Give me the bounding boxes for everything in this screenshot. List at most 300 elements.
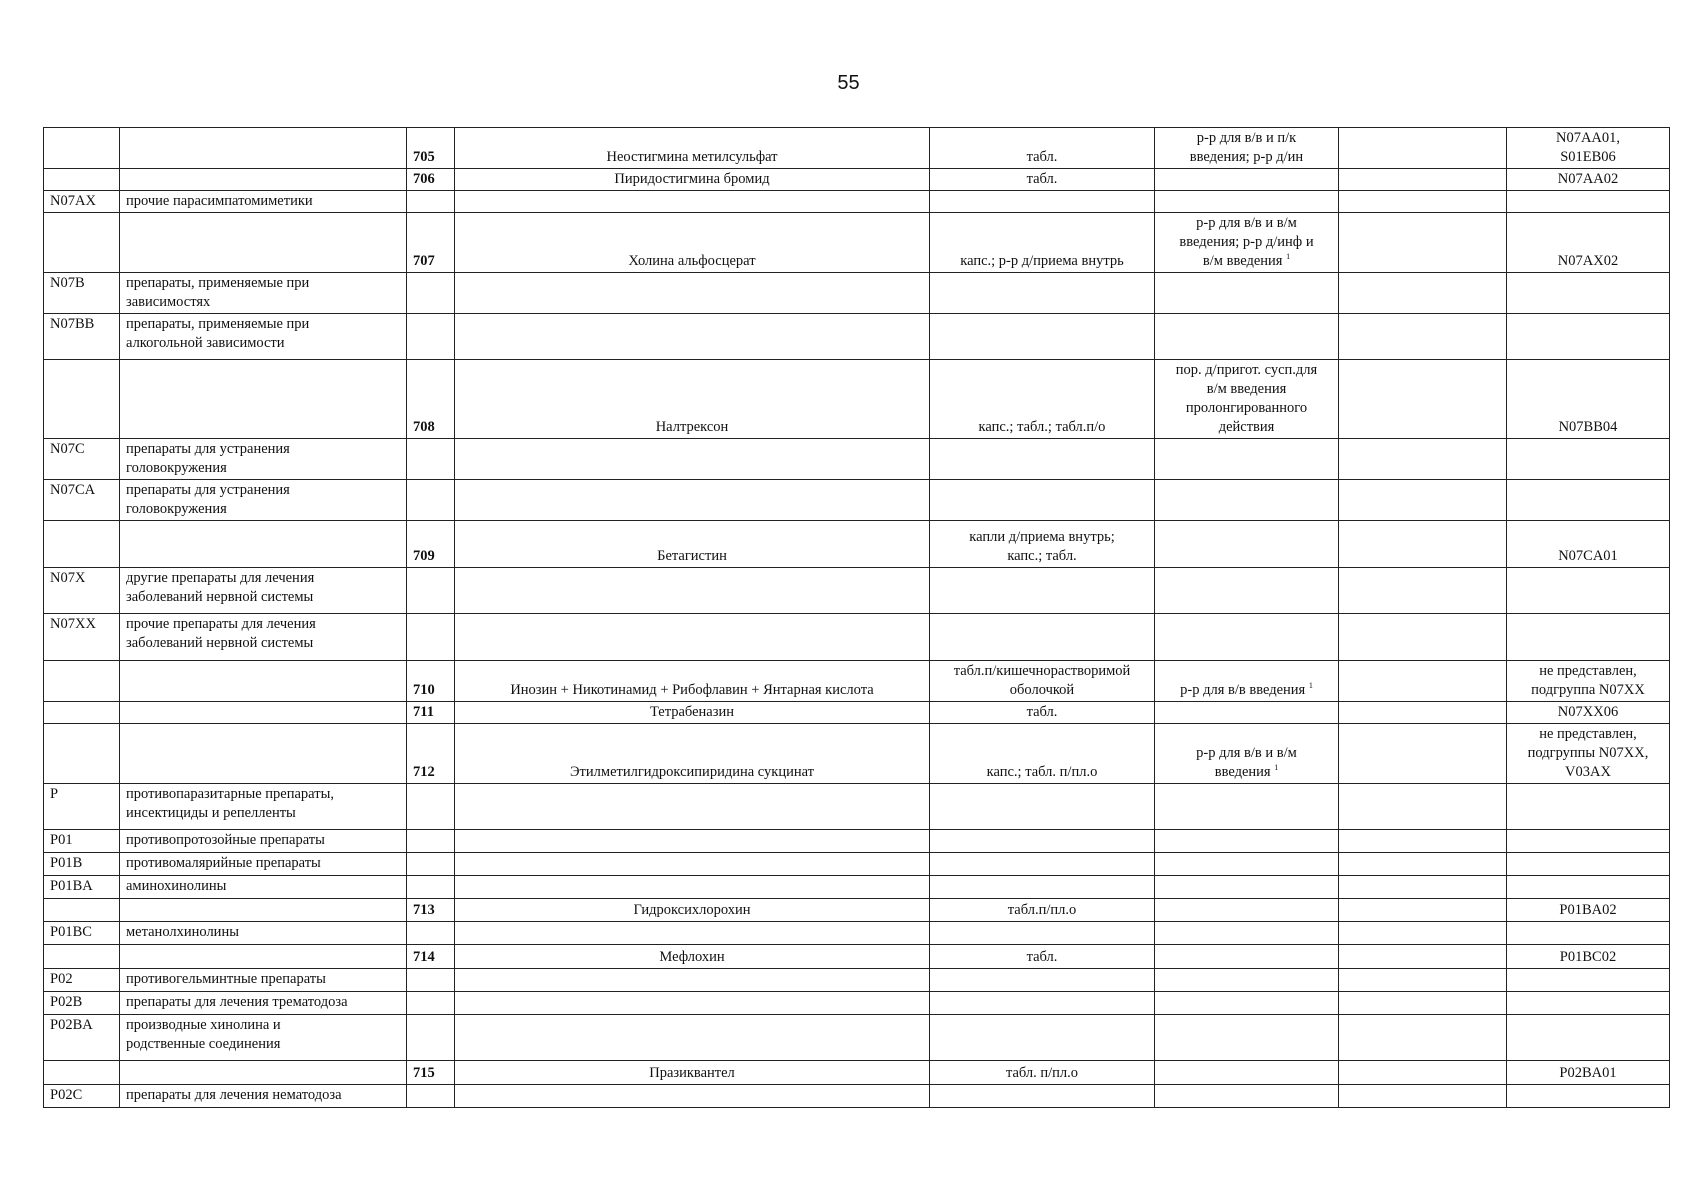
atc-code-cell	[44, 360, 120, 439]
blank-cell	[1339, 360, 1507, 439]
cell-line: головокружения	[126, 460, 227, 476]
dosage-form-cell	[930, 314, 1155, 360]
atc-code-cell: P01BA	[44, 876, 120, 899]
atc-code-cell: P01B	[44, 853, 120, 876]
atc-code-cell: N07X	[44, 568, 120, 614]
cell-line: N07CA01	[1558, 548, 1618, 564]
group-name-cell	[120, 128, 407, 169]
page-number: 55	[837, 72, 860, 94]
group-name-cell	[120, 169, 407, 191]
group-name-cell	[120, 191, 407, 213]
alt-form-cell	[1155, 702, 1339, 724]
cell-line: препараты для лечения нематодоза	[126, 1087, 342, 1103]
group-name-cell	[120, 830, 407, 853]
group-name-cell	[120, 1061, 407, 1085]
atc-code-cell: N07CA	[44, 480, 120, 521]
table-row	[44, 521, 1670, 568]
alt-form-cell	[1155, 784, 1339, 830]
item-number-cell: 711	[407, 702, 455, 724]
dosage-form-cell	[930, 213, 1155, 273]
cell-line: другие препараты для лечения	[126, 570, 315, 586]
cell-line: табл. п/пл.о	[1005, 1065, 1079, 1081]
table-row	[44, 876, 1670, 899]
atc-ref-code-cell	[1507, 992, 1670, 1015]
cell-line: заболеваний нервной системы	[126, 589, 314, 605]
blank-cell	[1339, 969, 1507, 992]
table-row	[44, 213, 1670, 273]
atc-code-cell: P02C	[44, 1085, 120, 1108]
cell-line: противомалярийные препараты	[126, 855, 321, 871]
cell-line: табл.	[1026, 949, 1058, 965]
item-number-cell	[407, 614, 455, 661]
atc-ref-code-cell	[1507, 853, 1670, 876]
blank-cell	[1339, 128, 1507, 169]
table-row	[44, 314, 1670, 360]
group-name-cell	[120, 521, 407, 568]
cell-line: противопротозойные препараты	[126, 832, 325, 848]
drug-name-cell	[455, 969, 930, 992]
atc-ref-code-cell	[1507, 945, 1670, 969]
atc-ref-code-cell	[1507, 969, 1670, 992]
cell-line: р-р для в/в и в/м	[1196, 745, 1297, 761]
blank-cell	[1339, 702, 1507, 724]
atc-code-cell: N07C	[44, 439, 120, 480]
dosage-form-cell	[930, 945, 1155, 969]
dosage-form-cell	[930, 702, 1155, 724]
drug-name-cell	[455, 1015, 930, 1061]
cell-line: инсектициды и репелленты	[126, 805, 296, 821]
cell-line: не представлен,	[1539, 663, 1637, 679]
cell-line: головокружения	[126, 501, 227, 517]
cell-line: метанолхинолины	[126, 924, 239, 940]
group-name-cell	[120, 439, 407, 480]
item-number-cell: 710	[407, 661, 455, 702]
table-row	[44, 992, 1670, 1015]
blank-cell	[1339, 568, 1507, 614]
item-number-cell: 713	[407, 899, 455, 922]
alt-form-cell	[1155, 480, 1339, 521]
cell-line: введения; р-р д/инф и	[1179, 234, 1314, 250]
blank-cell	[1339, 661, 1507, 702]
cell-line: табл.п/кишечнорастворимой	[953, 663, 1131, 679]
cell-line: оболочкой	[1009, 682, 1075, 698]
drug-name-cell	[455, 922, 930, 945]
blank-cell	[1339, 853, 1507, 876]
atc-code-cell	[44, 169, 120, 191]
item-number-cell: 706	[407, 169, 455, 191]
drug-name-cell	[455, 784, 930, 830]
cell-line: P01BC02	[1559, 949, 1617, 965]
atc-ref-code-cell	[1507, 922, 1670, 945]
cell-line: подгруппа N07XX	[1531, 682, 1645, 698]
atc-ref-code-cell	[1507, 1015, 1670, 1061]
dosage-form-cell	[930, 1061, 1155, 1085]
item-number-cell: 705	[407, 128, 455, 169]
atc-code-cell: P	[44, 784, 120, 830]
atc-ref-code-cell	[1507, 830, 1670, 853]
cell-line: V03AX	[1565, 764, 1611, 780]
table-row	[44, 1085, 1670, 1108]
dosage-form-cell	[930, 568, 1155, 614]
dosage-form-cell	[930, 169, 1155, 191]
cell-line: табл.п/пл.о	[1007, 902, 1077, 918]
atc-ref-code-cell	[1507, 1061, 1670, 1085]
drug-name-cell	[455, 853, 930, 876]
atc-code-cell: N07AX	[44, 191, 120, 213]
item-number-cell	[407, 830, 455, 853]
table-row	[44, 1015, 1670, 1061]
table-row	[44, 439, 1670, 480]
cell-line: N07XX06	[1557, 704, 1619, 720]
cell-line: капс.; табл.; табл.п/о	[978, 419, 1106, 435]
item-number-cell	[407, 273, 455, 314]
atc-code-cell	[44, 724, 120, 784]
table-row	[44, 128, 1670, 169]
drug-name-cell	[455, 568, 930, 614]
item-number-cell: 708	[407, 360, 455, 439]
drug-name-cell	[455, 273, 930, 314]
group-name-cell	[120, 661, 407, 702]
alt-form-cell	[1155, 922, 1339, 945]
blank-cell	[1339, 945, 1507, 969]
group-name-cell	[120, 360, 407, 439]
alt-form-cell	[1155, 876, 1339, 899]
alt-form-cell	[1155, 314, 1339, 360]
atc-ref-code-cell	[1507, 784, 1670, 830]
drug-name-cell: Гидроксихлорохин	[455, 899, 930, 922]
table-row	[44, 830, 1670, 853]
group-name-cell	[120, 213, 407, 273]
dosage-form-cell	[930, 439, 1155, 480]
item-number-cell	[407, 876, 455, 899]
cell-line: прочие препараты для лечения	[126, 616, 316, 632]
atc-code-cell: P02	[44, 969, 120, 992]
drug-name-cell: Инозин + Никотинамид + Рибофлавин + Янтарная кислота	[455, 661, 930, 702]
blank-cell	[1339, 1061, 1507, 1085]
table-row	[44, 191, 1670, 213]
table-row	[44, 724, 1670, 784]
cell-line: противогельминтные препараты	[126, 971, 326, 987]
drug-name-cell	[455, 480, 930, 521]
cell-line: препараты, применяемые при	[126, 316, 310, 332]
alt-form-cell	[1155, 661, 1339, 702]
blank-cell	[1339, 439, 1507, 480]
group-name-cell	[120, 969, 407, 992]
table-row	[44, 1061, 1670, 1085]
cell-line: N07BB04	[1558, 419, 1618, 435]
atc-ref-code-cell	[1507, 876, 1670, 899]
table-row	[44, 169, 1670, 191]
table-row	[44, 922, 1670, 945]
table-row	[44, 273, 1670, 314]
atc-code-cell: P01BC	[44, 922, 120, 945]
atc-code-cell: P02BA	[44, 1015, 120, 1061]
item-number-cell	[407, 922, 455, 945]
dosage-form-cell	[930, 661, 1155, 702]
dosage-form-cell	[930, 614, 1155, 661]
drug-name-cell	[455, 314, 930, 360]
item-number-cell	[407, 314, 455, 360]
dosage-form-cell	[930, 273, 1155, 314]
blank-cell	[1339, 1085, 1507, 1108]
cell-line: не представлен,	[1539, 726, 1637, 742]
drug-name-cell	[455, 992, 930, 1015]
drug-name-cell	[455, 439, 930, 480]
alt-form-cell	[1155, 830, 1339, 853]
alt-form-cell	[1155, 614, 1339, 661]
dosage-form-cell	[930, 784, 1155, 830]
table-row	[44, 661, 1670, 702]
dosage-form-cell	[930, 992, 1155, 1015]
drug-name-cell	[455, 830, 930, 853]
table-row	[44, 899, 1670, 922]
atc-ref-code-cell	[1507, 724, 1670, 784]
footnote-marker: 1	[1286, 252, 1291, 261]
table-row	[44, 568, 1670, 614]
alt-form-cell	[1155, 169, 1339, 191]
blank-cell	[1339, 992, 1507, 1015]
item-number-cell	[407, 969, 455, 992]
group-name-cell	[120, 899, 407, 922]
group-name-cell	[120, 945, 407, 969]
drug-name-cell	[455, 614, 930, 661]
atc-ref-code-cell	[1507, 614, 1670, 661]
atc-ref-code-cell	[1507, 1085, 1670, 1108]
atc-code-cell: P02B	[44, 992, 120, 1015]
cell-line: введения; р-р д/ин	[1189, 149, 1304, 165]
dosage-form-cell	[930, 899, 1155, 922]
dosage-form-cell	[930, 1085, 1155, 1108]
blank-cell	[1339, 480, 1507, 521]
item-number-cell	[407, 1085, 455, 1108]
table-row	[44, 969, 1670, 992]
alt-form-cell	[1155, 439, 1339, 480]
group-name-cell	[120, 784, 407, 830]
cell-line: в/м введения $^1$	[1202, 252, 1291, 269]
dosage-form-cell	[930, 724, 1155, 784]
blank-cell	[1339, 1015, 1507, 1061]
atc-ref-code-cell	[1507, 191, 1670, 213]
cell-line: введения $^1$	[1214, 763, 1279, 780]
table-row	[44, 945, 1670, 969]
dosage-form-cell	[930, 830, 1155, 853]
cell-line: табл.	[1026, 704, 1058, 720]
atc-code-cell	[44, 521, 120, 568]
alt-form-cell	[1155, 945, 1339, 969]
drug-name-cell	[455, 191, 930, 213]
atc-code-cell: N07BB	[44, 314, 120, 360]
table-body	[44, 128, 1670, 1108]
item-number-cell	[407, 568, 455, 614]
atc-code-cell	[44, 945, 120, 969]
atc-ref-code-cell	[1507, 899, 1670, 922]
alt-form-cell	[1155, 568, 1339, 614]
dosage-form-cell	[930, 853, 1155, 876]
alt-form-cell	[1155, 1015, 1339, 1061]
cell-line: табл.	[1026, 149, 1058, 165]
drug-name-cell: Бетагистин	[455, 521, 930, 568]
cell-line: аминохинолины	[126, 878, 227, 894]
atc-ref-code-cell	[1507, 702, 1670, 724]
cell-line: подгруппы N07XX,	[1527, 745, 1649, 761]
cell-line: производные хинолина и	[126, 1017, 281, 1033]
atc-code-cell	[44, 899, 120, 922]
group-name-cell	[120, 876, 407, 899]
alt-form-cell	[1155, 992, 1339, 1015]
drug-name-cell	[455, 876, 930, 899]
item-number-cell	[407, 480, 455, 521]
alt-form-cell	[1155, 191, 1339, 213]
item-number-cell: 707	[407, 213, 455, 273]
cell-line: P02BA01	[1559, 1065, 1617, 1081]
dosage-form-cell	[930, 1015, 1155, 1061]
drug-name-cell: Неостигмина метилсульфат	[455, 128, 930, 169]
group-name-cell	[120, 614, 407, 661]
cell-line: P01BA02	[1559, 902, 1617, 918]
cell-line: р-р для в/в введения $^1$	[1180, 681, 1313, 698]
cell-line: прочие парасимпатомиметики	[126, 193, 313, 209]
drug-name-cell: Тетрабеназин	[455, 702, 930, 724]
blank-cell	[1339, 213, 1507, 273]
table-row	[44, 614, 1670, 661]
group-name-cell	[120, 853, 407, 876]
blank-cell	[1339, 169, 1507, 191]
cell-line: капс.; табл. п/пл.о	[986, 764, 1098, 780]
alt-form-cell	[1155, 1061, 1339, 1085]
cell-line: S01EB06	[1560, 149, 1616, 165]
atc-ref-code-cell	[1507, 360, 1670, 439]
cell-line: N07AA01,	[1555, 130, 1621, 146]
cell-line: N07AA02	[1557, 171, 1619, 187]
group-name-cell	[120, 922, 407, 945]
drug-table	[43, 127, 1670, 1108]
group-name-cell	[120, 992, 407, 1015]
atc-code-cell	[44, 1061, 120, 1085]
cell-line: алкогольной зависимости	[126, 335, 285, 351]
cell-line: зависимостях	[126, 294, 211, 310]
dosage-form-cell	[930, 969, 1155, 992]
atc-ref-code-cell	[1507, 568, 1670, 614]
cell-line: р-р для в/в и в/м	[1196, 215, 1297, 231]
alt-form-cell	[1155, 969, 1339, 992]
item-number-cell	[407, 992, 455, 1015]
cell-line: препараты для лечения трематодоза	[126, 994, 348, 1010]
table-row	[44, 853, 1670, 876]
cell-line: в/м введения	[1206, 381, 1287, 397]
item-number-cell	[407, 853, 455, 876]
cell-line: препараты, применяемые при	[126, 275, 310, 291]
alt-form-cell	[1155, 853, 1339, 876]
item-number-cell	[407, 439, 455, 480]
atc-ref-code-cell	[1507, 480, 1670, 521]
item-number-cell: 712	[407, 724, 455, 784]
table-row	[44, 784, 1670, 830]
drug-name-cell: Этилметилгидроксипиридина сукцинат	[455, 724, 930, 784]
dosage-form-cell	[930, 922, 1155, 945]
alt-form-cell	[1155, 360, 1339, 439]
atc-ref-code-cell	[1507, 314, 1670, 360]
blank-cell	[1339, 191, 1507, 213]
atc-ref-code-cell	[1507, 169, 1670, 191]
group-name-cell	[120, 480, 407, 521]
cell-line: пор. д/пригот. сусп.для	[1175, 362, 1318, 378]
atc-code-cell: N07XX	[44, 614, 120, 661]
alt-form-cell	[1155, 273, 1339, 314]
cell-line: капс.; р-р д/приема внутрь	[960, 253, 1124, 269]
drug-name-cell: Мефлохин	[455, 945, 930, 969]
cell-line: препараты для устранения	[126, 482, 290, 498]
atc-code-cell	[44, 213, 120, 273]
blank-cell	[1339, 273, 1507, 314]
dosage-form-cell	[930, 360, 1155, 439]
blank-cell	[1339, 876, 1507, 899]
blank-cell	[1339, 830, 1507, 853]
blank-cell	[1339, 314, 1507, 360]
atc-ref-code-cell	[1507, 273, 1670, 314]
item-number-cell	[407, 1015, 455, 1061]
atc-code-cell: P01	[44, 830, 120, 853]
alt-form-cell	[1155, 128, 1339, 169]
table-row	[44, 360, 1670, 439]
cell-line: табл.	[1026, 171, 1058, 187]
item-number-cell	[407, 784, 455, 830]
item-number-cell: 715	[407, 1061, 455, 1085]
cell-line: капли д/приема внутрь;	[969, 529, 1115, 545]
blank-cell	[1339, 784, 1507, 830]
drug-name-cell: Холина альфосцерат	[455, 213, 930, 273]
blank-cell	[1339, 614, 1507, 661]
dosage-form-cell	[930, 521, 1155, 568]
alt-form-cell	[1155, 213, 1339, 273]
cell-line: N07AX02	[1557, 253, 1619, 269]
footnote-marker: 1	[1308, 681, 1313, 690]
atc-code-cell	[44, 128, 120, 169]
dosage-form-cell	[930, 128, 1155, 169]
drug-name-cell: Пиридостигмина бромид	[455, 169, 930, 191]
atc-ref-code-cell	[1507, 661, 1670, 702]
cell-line: действия	[1218, 419, 1275, 435]
cell-line: заболеваний нервной системы	[126, 635, 314, 651]
alt-form-cell	[1155, 1085, 1339, 1108]
blank-cell	[1339, 521, 1507, 568]
cell-line: р-р для в/в и п/к	[1196, 130, 1297, 146]
atc-ref-code-cell	[1507, 521, 1670, 568]
atc-code-cell	[44, 661, 120, 702]
footnote-marker: 1	[1274, 763, 1279, 772]
dosage-form-cell	[930, 876, 1155, 899]
group-name-cell	[120, 273, 407, 314]
dosage-form-cell	[930, 480, 1155, 521]
drug-name-cell: Налтрексон	[455, 360, 930, 439]
atc-code-cell: N07B	[44, 273, 120, 314]
alt-form-cell	[1155, 899, 1339, 922]
cell-line: пролонгированного	[1185, 400, 1308, 416]
group-name-cell	[120, 568, 407, 614]
table-row	[44, 480, 1670, 521]
group-name-cell	[120, 1015, 407, 1061]
blank-cell	[1339, 724, 1507, 784]
atc-ref-code-cell	[1507, 128, 1670, 169]
dosage-form-cell	[930, 191, 1155, 213]
table-row	[44, 702, 1670, 724]
group-name-cell	[120, 702, 407, 724]
atc-ref-code-cell	[1507, 439, 1670, 480]
cell-line: капс.; табл.	[1007, 548, 1077, 564]
cell-line: родственные соединения	[126, 1036, 281, 1052]
item-number-cell	[407, 191, 455, 213]
group-name-cell	[120, 724, 407, 784]
drug-name-cell	[455, 1085, 930, 1108]
